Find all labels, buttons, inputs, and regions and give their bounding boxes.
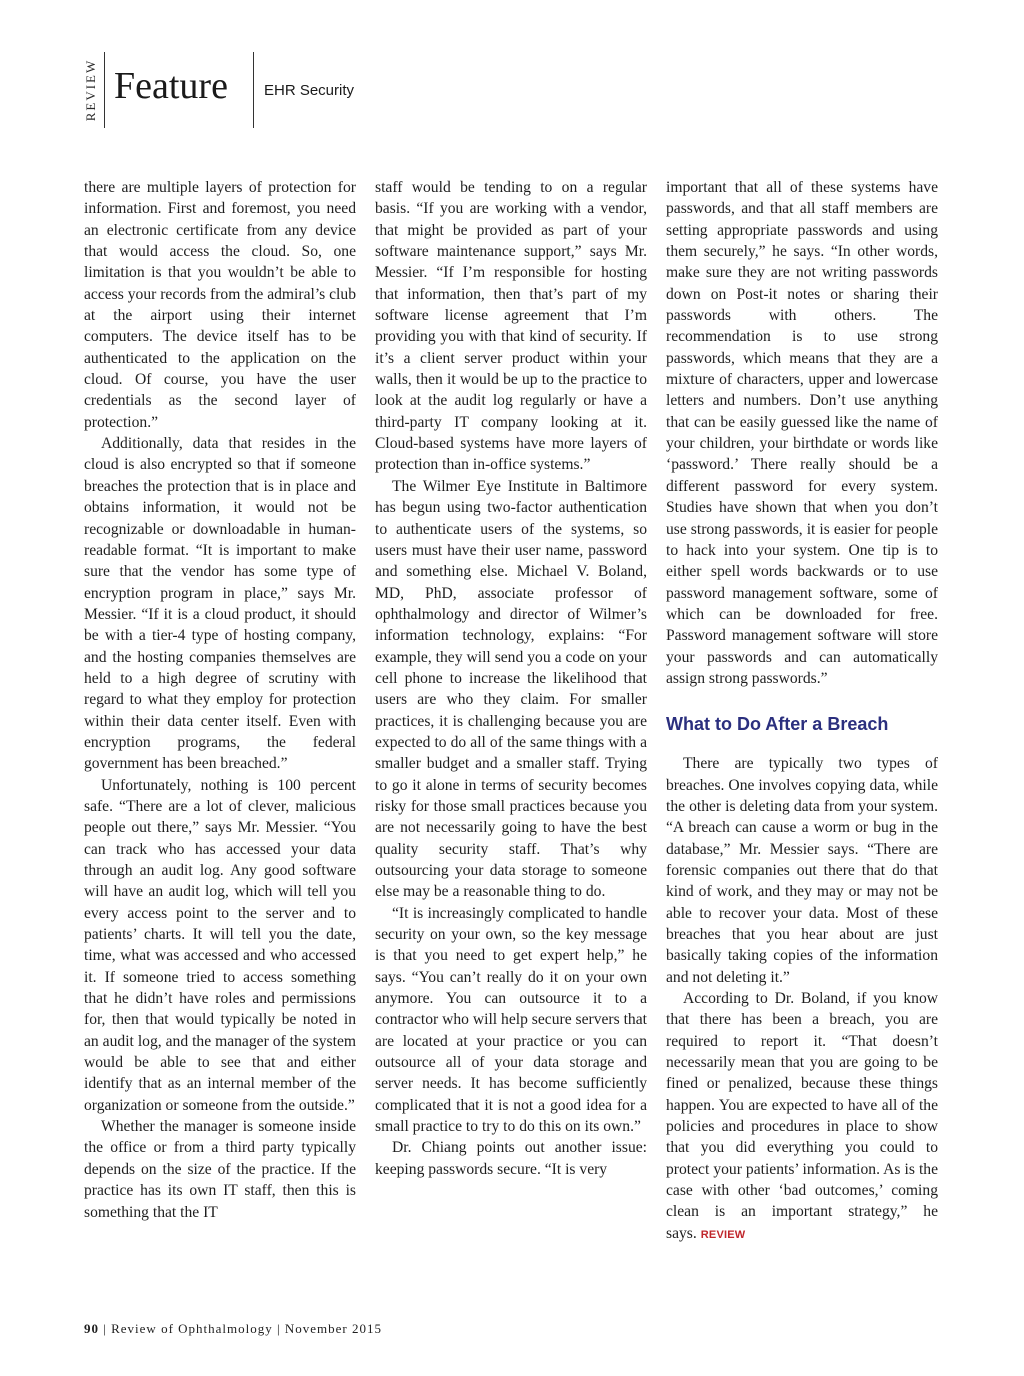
- paragraph: [666, 988, 938, 1246]
- text-column-2: [375, 177, 647, 1180]
- paragraph: Whether the manager is someone inside the office or from a third party typically depends on the size of the practice. If the practice has its own IT staff, then this is something that the IT: [84, 1118, 356, 1221]
- paragraph: Additionally, data that resides in the cloud is also encrypted so that if someone breaches the protection that is in place and obtains information, it would not be recognizable or downloadable in human-readable format. “It is important to make sure that the vendor has some type of encryption program in place,” says Mr. Messier. “If it is a cloud product, it should be with a tier-4 type of hosting company, and the hosting companies themselves are held to a high degree of scrutiny with regard to what they employ for protection within their data center itself. Even with encryption programs, the federal government has been breached.”: [84, 435, 356, 773]
- paragraph: The Wilmer Eye Institute in Baltimore has begun using two-factor authentication to authenticate users of the systems, so users must have their user name, password and something else. Michael V. Boland, MD, PhD, associate professor of ophthalmology and director of Wilmer’s information technology, explains: “For example, they will send you a code on your cell phone to increase the likelihood that users are who they claim. For smaller practices, it is challenging because you are expected to do all of the same things with a smaller budget and a smaller staff. Trying to go it alone in terms of security becomes risky for those small practices because you are not necessarily going to have the best quality security staff. That’s why outsourcing your data storage to someone else may be a reasonable thing to do.: [375, 477, 647, 901]
- footer-separator: |: [277, 1321, 281, 1336]
- paragraph: There are typically two types of breaches. One involves copying data, while the other is deleting data from your system. “A breach can cause a worm or bug in the database,” Mr. Messier says. “There are forensic companies out there that do that kind of work, and they may or may not be able to recover your data. Most of these breaches that you hear about are just basically taking copies of the information and not deleting it.”: [666, 755, 938, 986]
- end-mark: REVIEW: [700, 1228, 746, 1241]
- footer-separator: |: [103, 1321, 107, 1336]
- paragraph: staff would be tending to on a regular basis. “If you are working with a vendor, that might be provided as part of your software maintenance support,” says Mr. Messier. “If I’m responsible for hosting that information, then that’s part of my software license agreement that I’m providing you with that kind of security. If it’s a client server product within your walls, then it would be up to the practice to look at the audit log regularly or have a third-party IT company looking at it. Cloud-based systems have more layers of protection than in-office systems.”: [375, 179, 647, 474]
- text-column-1: [84, 177, 356, 1223]
- paragraph: important that all of these systems have passwords, and that all staff members are setting appropriate passwords and using them securely,” he says. “In other words, make sure they are not writing passwords down on Post-it notes or sharing their passwords with others. The recommendation is to use strong passwords, which means that they are a mixture of characters, upper and lowercase letters and numbers. Don’t use anything that can be easily guessed like the name of your children, your birthdate or words like ‘password.’ There really should be a different password for every system. Studies have shown that when you don’t use strong passwords, it is easier for people to hack into your system. One tip is to either spell words backwards or to use password management software, some of which can be downloaded for free. Password management software will store your passwords and can automatically assign strong passwords.”: [666, 179, 938, 687]
- vertical-review-label: REVIEW: [83, 58, 98, 122]
- section-label: EHR Security: [264, 82, 355, 99]
- section-subhead: What to Do After a Breach: [666, 714, 889, 735]
- paragraph-text: According to Dr. Boland, if you know that there has been a breach, you are required to report it. “That doesn’t necessarily mean that you are going to be fined or penalized, because these things happen. You are expected to have all of the policies and procedures in place to show that you did everything you could to protect your patients’ information. As is the case with other ‘bad outcomes,’ coming clean is an important strategy,” he says.: [666, 990, 938, 1242]
- paragraph: Unfortunately, nothing is 100 percent safe. “There are a lot of clever, malicious people out there,” says Mr. Messier. “You can track who has accessed your data through an audit log. Any good software will have an audit log, which will tell you every access point to the server and to patients’ charts. It will tell you the date, time, what was accessed and who accessed it. If someone tried to access something that he didn’t have roles and permissions for, then that would typically be noted in an audit log, and the manager of the system would be able to see that and either identify that as an internal member of the organization or someone from the outside.”: [84, 776, 356, 1114]
- page-number: 90: [84, 1321, 99, 1336]
- paragraph: “It is increasingly complicated to handle security on your own, so the key message is that you need to get expert help,” he says. “You can’t really do it on your own anymore. You can outsource it to a contractor who will help secure servers that are located at your practice or you can outsource all of your data storage and server needs. It has become sufficiently complicated that it is not a good idea for a small practice to try to do this on its own.”: [375, 904, 647, 1136]
- text-column-3: [666, 177, 938, 1246]
- magazine-name: Review of Ophthalmology: [111, 1321, 273, 1336]
- paragraph: there are multiple layers of protection for information. First and foremost, you need an electronic certificate from any device that would access the cloud. So, one limitation is that you wouldn’t be able to access your records from the admiral’s club at the airport using their internet computers. The device itself has to be authenticated to the application on the cloud. Of course, you have the user credentials as the second layer of protection.”: [84, 179, 356, 431]
- page-footer: [84, 1321, 382, 1337]
- issue-date: November 2015: [284, 1321, 382, 1336]
- paragraph: Dr. Chiang points out another issue: keeping passwords secure. “It is very: [375, 1139, 647, 1178]
- header-rule-left: [104, 52, 105, 128]
- header-rule-right: [253, 52, 254, 128]
- feature-title: Feature: [114, 65, 228, 107]
